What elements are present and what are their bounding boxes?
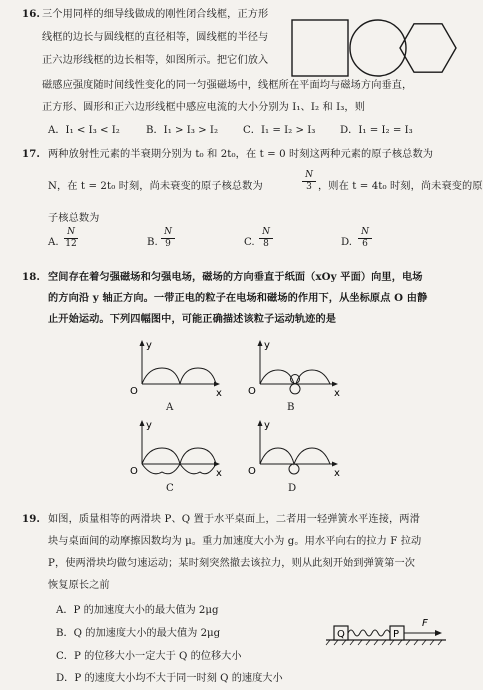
spring-blocks-figure <box>326 612 446 646</box>
axis-label-y: y <box>146 340 152 351</box>
block-q-label: Q <box>337 629 345 640</box>
circle-frame <box>350 20 406 76</box>
trajectory-graph-d <box>236 418 346 478</box>
graph-caption-b: B <box>287 402 295 413</box>
axis-label-x: x <box>216 468 222 479</box>
axis-label-y: y <box>264 340 270 351</box>
question-text-line: 如图，质量相等的两滑块 P、Q 置于水平桌面上，二者用一轻弹簧水平连接，两滑 <box>48 514 420 525</box>
option-c: C. <box>244 237 255 248</box>
option-a: A. <box>48 237 59 248</box>
question-number: 18. <box>22 271 41 283</box>
force-label: F <box>422 618 428 629</box>
option-c: C．I₁ = I₂ > I₃ <box>243 125 316 136</box>
block-p-label: P <box>393 629 400 640</box>
question-text-line: N，在 t = 2t₀ 时刻，尚未衰变的原子核总数为 <box>48 181 263 192</box>
fraction: $\frac{N}{6}$ <box>358 227 372 250</box>
question-number: 16. <box>22 8 41 20</box>
question-text-line: 块与桌面间的动摩擦因数均为 μ。重力加速度大小为 g。用水平向右的拉力 F 拉动 <box>48 536 422 547</box>
question-text-line: 的方向沿 y 轴正方向。一带正电的粒子在电场和磁场的作用下，从坐标原点 O 由静 <box>48 292 428 304</box>
question-text-line: P，使两滑块均做匀速运动；某时刻突然撤去该拉力，则从此刻开始到弹簧第一次 <box>48 558 416 569</box>
option-d: D．I₁ = I₂ = I₃ <box>340 125 413 136</box>
origin-label: O <box>248 466 256 477</box>
wire-frames-figure <box>290 12 460 82</box>
question-text-line: 空间存在着匀强磁场和匀强电场，磁场的方向垂直于纸面（xOy 平面）向里，电场 <box>48 271 423 283</box>
square-frame <box>292 20 348 76</box>
origin-label: O <box>130 386 138 397</box>
question-text-line: 两种放射性元素的半衰期分别为 t₀ 和 2t₀，在 t = 0 时刻这两种元素的原子核总数为 <box>48 149 434 160</box>
axis-label-x: x <box>216 388 222 399</box>
trajectory-graph-a <box>118 338 228 398</box>
origin-label: O <box>248 386 256 397</box>
axis-label-y: y <box>264 420 270 431</box>
fraction: $\frac{N}{8}$ <box>259 227 273 250</box>
question-text-line: 正六边形线框的边长相等，如图所示。把它们放入 <box>42 55 269 66</box>
question-text-line: 恢复原长之前 <box>48 580 110 591</box>
fraction: $\frac{N}{9}$ <box>161 227 175 250</box>
fraction: $\frac{N}{12}$ <box>65 227 77 249</box>
question-number: 17. <box>22 148 41 160</box>
question-number: 19. <box>22 513 41 525</box>
axis-label-x: x <box>334 468 340 479</box>
option-b: B．I₁ > I₃ > I₂ <box>146 125 219 136</box>
option-a: A．P 的加速度大小的最大值为 2μg <box>56 605 219 616</box>
question-text-line: 线框的边长与圆线框的直径相等，圆线框的半径与 <box>42 32 269 43</box>
question-text-line: 三个用同样的细导线做成的刚性闭合线框，正方形 <box>42 9 269 20</box>
question-text-line: 正方形、圆形和正六边形线框中感应电流的大小分别为 I₁、I₂ 和 I₃，则 <box>42 102 365 113</box>
question-text-line: 磁感应强度随时间线性变化的同一匀强磁场中，线框所在平面均与磁场方向垂直， <box>42 80 413 91</box>
option-b: B．Q 的加速度大小的最大值为 2μg <box>56 628 221 639</box>
option-c: C．P 的位移大小一定大于 Q 的位移大小 <box>56 651 242 662</box>
question-text-line: 止开始运动。下列四幅图中，可能正确描述该粒子运动轨迹的是 <box>48 313 337 325</box>
axis-label-y: y <box>146 420 152 431</box>
fraction: $\frac{N}{3}$ <box>302 170 316 193</box>
option-b: B. <box>147 237 158 248</box>
option-a: A．I₁ < I₃ < I₂ <box>48 125 120 136</box>
spring <box>348 630 390 636</box>
graph-caption-c: C <box>166 483 174 494</box>
trajectory-graph-b <box>236 338 346 398</box>
axis-label-x: x <box>334 388 340 399</box>
question-text-line: ，则在 t = 4t₀ 时刻，尚未衰变的原 <box>318 181 483 192</box>
graph-caption-d: D <box>288 483 297 494</box>
origin-label: O <box>130 466 138 477</box>
option-d: D. <box>341 237 353 248</box>
hexagon-frame <box>400 24 456 72</box>
trajectory-graph-c <box>118 418 228 478</box>
option-d: D．P 的速度大小均不大于同一时刻 Q 的速度大小 <box>56 673 283 684</box>
graph-caption-a: A <box>166 402 174 413</box>
question-text-line: 子核总数为 <box>48 213 100 224</box>
